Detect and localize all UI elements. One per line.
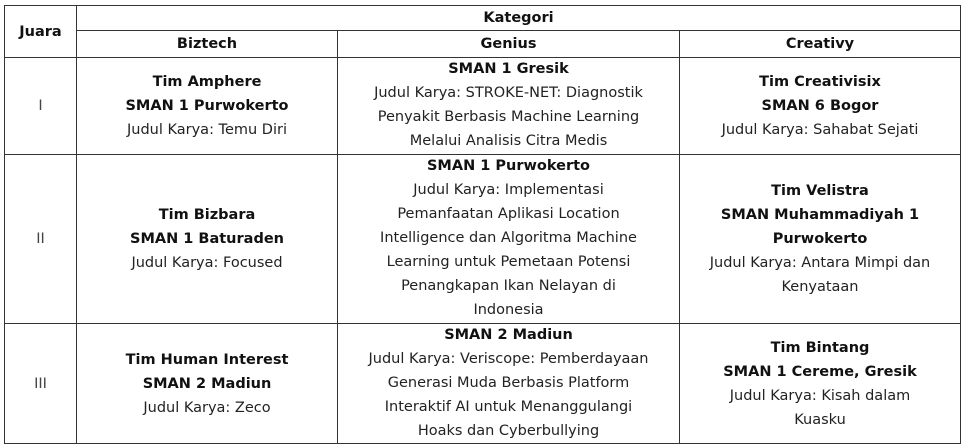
work-title-line: Penangkapan Ikan Nelayan di: [401, 278, 616, 294]
school-name: SMAN 1 Gresik: [448, 61, 569, 77]
genius-cell: [338, 324, 680, 444]
table-row: [5, 155, 961, 324]
work-title-line: Interaktif AI untuk Menanggulangi: [384, 398, 633, 415]
creativy-cell: [680, 58, 961, 155]
work-title-line: Kuasku: [794, 411, 846, 428]
school-name: SMAN 1 Purwokerto: [125, 98, 289, 114]
team-name: Tim Velistra: [771, 183, 869, 199]
table-row: [5, 58, 961, 155]
team-name: Tim Human Interest: [125, 351, 289, 368]
team-name: Tim Bizbara: [158, 207, 256, 223]
header-biztech: Biztech: [77, 31, 338, 58]
school-name: SMAN 1 Cereme, Gresik: [723, 363, 917, 380]
header-genius: Genius: [338, 31, 680, 58]
work-title: Judul Karya: Sahabat Sejati: [721, 122, 919, 138]
genius-cell: [338, 155, 680, 324]
team-name: Tim Amphere: [152, 74, 262, 90]
work-title-line: Generasi Muda Berbasis Platform: [387, 374, 630, 391]
creativy-cell: [680, 324, 961, 444]
team-name: Tim Creativisix: [759, 74, 881, 90]
rank-cell: III: [5, 324, 77, 444]
school-name: SMAN 6 Bogor: [761, 98, 879, 114]
biztech-cell: [77, 58, 338, 155]
rank-cell: I: [5, 58, 77, 155]
header-category: Kategori: [77, 6, 961, 31]
work-title-line: Hoaks dan Cyberbullying: [417, 422, 600, 439]
work-title-line: Judul Karya: Antara Mimpi dan: [709, 255, 931, 271]
work-title-line: Judul Karya: Implementasi: [413, 182, 604, 198]
work-title-line: Judul Karya: Kisah dalam: [729, 387, 911, 404]
table-row: [5, 324, 961, 444]
work-title: Judul Karya: Focused: [131, 255, 283, 271]
biztech-cell: [77, 155, 338, 324]
school-name-line: Purwokerto: [772, 231, 868, 247]
school-name-line: SMAN Muhammadiyah 1: [720, 207, 920, 223]
school-name: SMAN 2 Madiun: [444, 326, 573, 343]
header-creativy: Creativy: [680, 31, 961, 58]
work-title-line: Judul Karya: STROKE-NET: Diagnostik: [374, 85, 643, 101]
work-title-line: Penyakit Berbasis Machine Learning: [377, 109, 640, 125]
work-title: Judul Karya: Zeco: [143, 399, 271, 416]
creativy-cell: [680, 155, 961, 324]
work-title-line: Judul Karya: Veriscope: Pemberdayaan: [368, 350, 649, 367]
work-title-line: Indonesia: [473, 302, 544, 318]
work-title-line: Learning untuk Pemetaan Potensi: [386, 254, 631, 270]
rank-cell: II: [5, 155, 77, 324]
work-title-line: Kenyataan: [781, 279, 859, 295]
winners-table: [4, 5, 961, 444]
genius-cell: [338, 58, 680, 155]
school-name: SMAN 2 Madiun: [142, 375, 272, 392]
work-title: Judul Karya: Temu Diri: [127, 122, 287, 138]
work-title-line: Intelligence dan Algoritma Machine: [380, 230, 637, 246]
school-name: SMAN 1 Purwokerto: [426, 158, 590, 174]
work-title-line: Pemanfaatan Aplikasi Location: [397, 206, 620, 222]
work-title-line: Melalui Analisis Citra Medis: [409, 133, 608, 149]
team-name: Tim Bintang: [770, 339, 870, 356]
biztech-cell: [77, 324, 338, 444]
header-rank: Juara: [5, 6, 77, 58]
school-name: SMAN 1 Baturaden: [130, 231, 284, 247]
